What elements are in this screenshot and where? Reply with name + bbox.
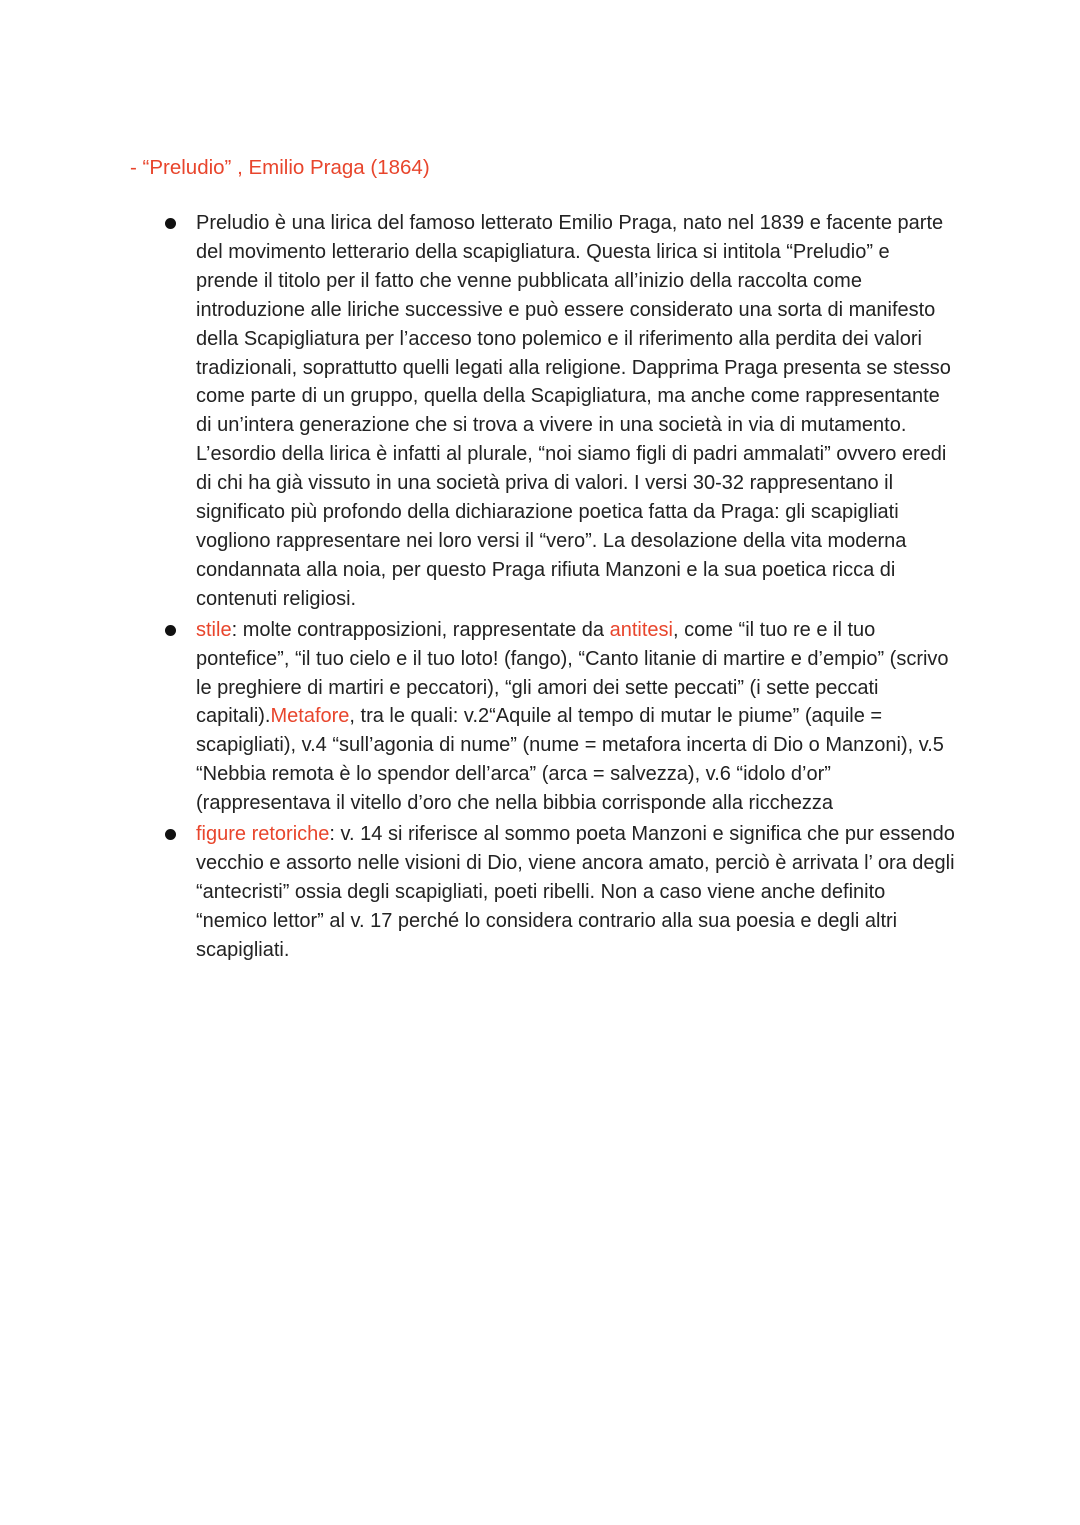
bullet-text: Preludio è una lirica del famoso letterato Emilio Praga, nato nel 1839 e facente parte del movimento letterario della scapigliatura. Questa lirica si intitola “Preludio” e prende il titolo per il fatto che venne pubblicata all’inizio della raccolta come introduzione alle liriche successive e può essere considerato una sorta di manifesto della Scapigliatura per l’acceso tono polemico e il riferimento alla perdita dei valori tradizionali, soprattutto quelli legati alla religione. Dapprima Praga presenta se stesso come parte di un gruppo, quella della Scapigliatura, ma anche come rappresentante di un’intera generazione che si trova a vivere in una società in via di mutamento. L’esordio della lirica è infatti al plurale, “noi siamo figli di padri ammalati” ovvero eredi di chi ha già vissuto in una società priva di valori. I versi 30-32 rappresentano il significato più profondo della dichiarazione poetica fatta da Praga: gli scapigliati vogliono rappresentare nei loro versi il “vero”. La desolazione della vita moderna condannata alla noia, per questo Praga rifiuta Manzoni e la sua poetica ricca di contenuti religiosi. — [196, 212, 951, 610]
text-segment: , tra le quali: v.2“Aquile al tempo di mutar le piume” (aquile = scapigliati), v.4 “sull’agonia di nume” (nume = metafora incerta di Dio o Manzoni), v.5 “Nebbia remota è lo spendor dell’arca” (arca = salvezza), v.6 “idolo d’or” (rappresentava il vitello d’oro che nella bibbia corrisponde alla ricchezza — [196, 705, 944, 815]
bullet-dot-icon — [165, 218, 176, 229]
bullet-dot-icon — [165, 829, 176, 840]
highlight-term-figure-retoriche: figure retoriche — [196, 823, 330, 846]
bullet-list — [0, 209, 1080, 967]
text-segment: : molte contrapposizioni, rappresentate da — [231, 618, 610, 641]
bullet-dot-icon — [165, 625, 176, 636]
bullet-item-figure-retoriche — [0, 820, 1080, 965]
bullet-text — [196, 616, 956, 818]
highlight-term-metafore: Metafore — [270, 705, 350, 728]
bullet-text — [196, 820, 956, 965]
text-segment: : v. 14 si riferisce al sommo poeta Manzoni e significa che pur essendo vecchio e assorto nelle visioni di Dio, viene ancora amato, perciò è arrivata l’ ora degli “antecristi” ossia degli scapigliati, poeti ribelli. Non a caso viene anche definito “nemico lettor” al v. 17 perché lo considera contrario alla sua poesia e degli altri scapigliati. — [196, 823, 955, 961]
text-segment: , come “il tuo re e il tuo pontefice”, “il tuo cielo e il tuo loto! (fango), “Canto litanie di martire e d’empio” (scrivo le preghiere di martiri e peccatori), “gli amori dei sette peccati” (i sette peccati capitali). — [196, 618, 949, 728]
highlight-term-antitesi: antitesi — [609, 618, 673, 641]
highlight-term-stile: stile — [196, 618, 232, 641]
bullet-item-intro — [0, 209, 1080, 614]
bullet-item-stile — [0, 616, 1080, 818]
section-heading: - “Preludio” , Emilio Praga (1864) — [130, 156, 430, 179]
